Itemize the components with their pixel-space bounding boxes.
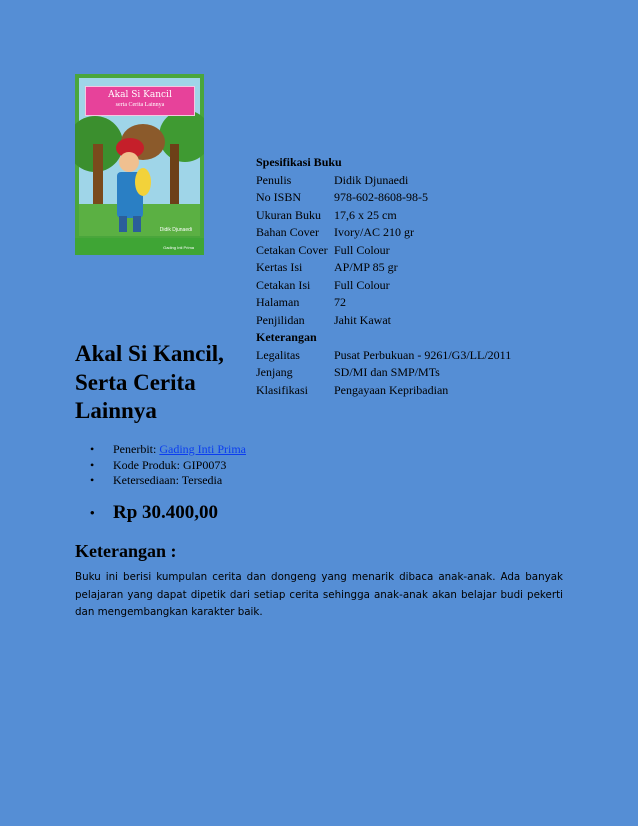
spec-label: Jenjang xyxy=(256,365,293,379)
spec-value: SD/MI dan SMP/MTs xyxy=(334,365,440,379)
spec-row xyxy=(256,224,511,242)
spec-label: No ISBN xyxy=(256,190,302,204)
spec-row xyxy=(256,189,511,207)
spec-label: Cetakan Isi xyxy=(256,277,311,292)
spec-value: Pusat Perbukuan - 9261/G3/LL/2011 xyxy=(334,347,512,362)
spec-value: Full Colour xyxy=(334,242,390,257)
spec-label: Klasifikasi xyxy=(256,382,308,397)
list-item-availability: • Ketersediaan: Tersedia xyxy=(75,473,246,489)
spec-value: Ivory/AC 210 gr xyxy=(334,225,414,239)
spec-row xyxy=(256,277,511,295)
spec-row xyxy=(256,312,511,330)
spec-label: Penjilidan xyxy=(256,312,305,327)
product-price: • Rp 30.400,00 xyxy=(75,501,218,525)
cover-publisher: Gading Inti Prima xyxy=(163,245,194,250)
spec-heading-keterangan: Keterangan xyxy=(256,330,317,344)
spec-label: Legalitas xyxy=(256,347,300,362)
spec-row xyxy=(256,347,511,365)
description-heading: Keterangan : xyxy=(75,541,177,561)
spec-value: Didik Djunaedi xyxy=(334,172,409,187)
book-cover-image xyxy=(75,74,204,255)
cover-subtitle: serta Cerita Lainnya xyxy=(115,102,165,108)
description-text: Buku ini berisi kumpulan cerita dan dongeng yang menarik dibaca anak-anak. Ada banyak pelajaran yang dapat dipetik dari setiap cerita sehingga anak-anak akan belajar budi pekerti dan mengembangkan karakter baik. xyxy=(75,571,563,619)
spec-label: Bahan Cover xyxy=(256,225,319,239)
spec-label: Ukuran Buku xyxy=(256,207,321,222)
product-title: Akal Si Kancil, Serta Cerita Lainnya xyxy=(75,341,224,423)
cover-author: Didik Djunaedi xyxy=(159,227,192,233)
spec-heading: Spesifikasi Buku xyxy=(256,155,342,169)
spec-value: AP/MP 85 gr xyxy=(334,260,398,274)
spec-row xyxy=(256,259,511,277)
cover-title-banner xyxy=(85,86,195,116)
spec-row xyxy=(256,294,511,312)
spec-value: Pengayaan Kepribadian xyxy=(334,382,449,397)
spec-label: Penulis xyxy=(256,172,292,187)
spec-value: 17,6 x 25 cm xyxy=(334,207,397,222)
cover-title: Akal Si Kancil xyxy=(108,90,172,100)
list-item-publisher xyxy=(75,442,246,458)
spec-row xyxy=(256,207,511,225)
spec-value: Full Colour xyxy=(334,277,390,292)
spec-row xyxy=(256,172,511,190)
spec-label: Cetakan Cover xyxy=(256,242,328,257)
spec-label: Kertas Isi xyxy=(256,260,303,274)
spec-row xyxy=(256,382,511,400)
list-item-product-code: • Kode Produk: GIP0073 xyxy=(75,458,246,474)
spec-label: Halaman xyxy=(256,295,300,309)
spec-value: Jahit Kawat xyxy=(334,312,391,327)
spec-value: 72 xyxy=(334,295,346,309)
book-specifications xyxy=(256,154,511,399)
spec-row xyxy=(256,242,511,260)
publisher-label: Penerbit: xyxy=(113,442,160,456)
product-info-list xyxy=(75,442,246,489)
spec-value: 978-602-8608-98-5 xyxy=(334,190,428,204)
spec-row xyxy=(256,364,511,382)
publisher-link[interactable]: Gading Inti Prima xyxy=(159,442,246,456)
